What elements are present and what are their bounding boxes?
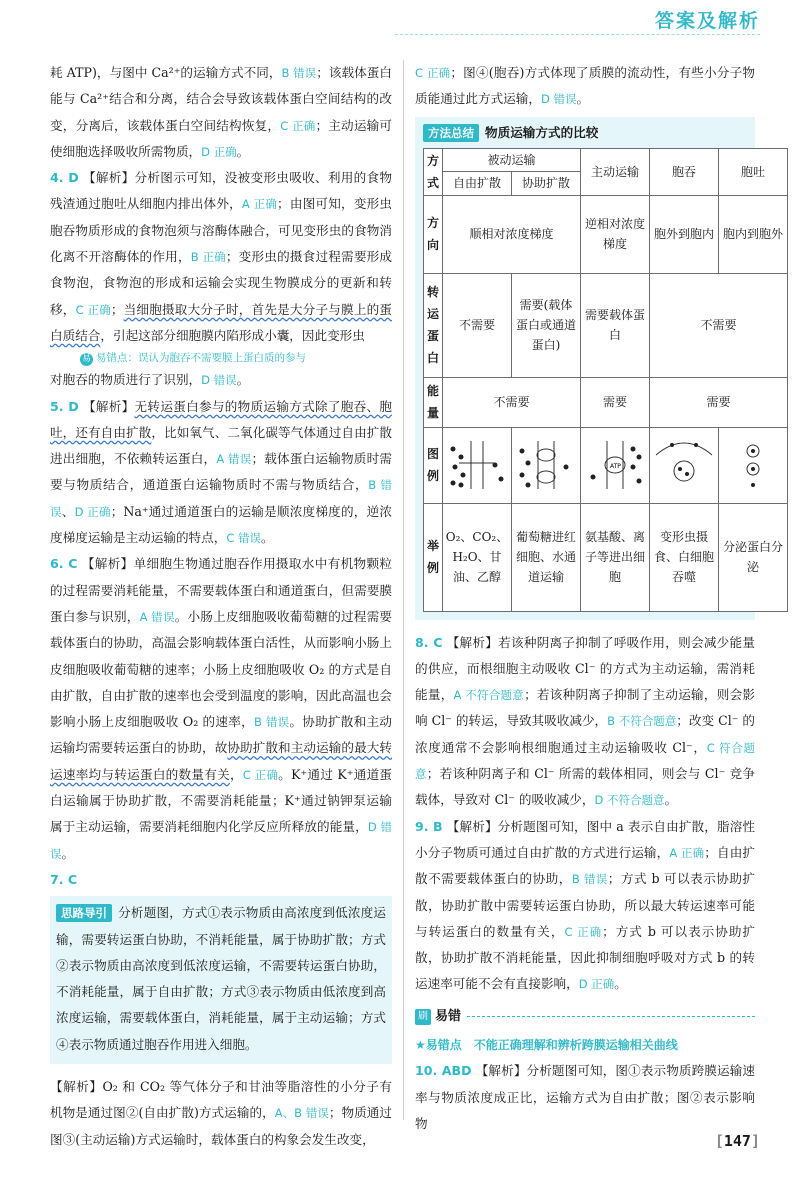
q3-continuation: 耗 ATP)，与图中 Ca²⁺的运输方式不同，B 错误；该载体蛋白能与 Ca²⁺结合和分离，结合会导致该载体蛋白空间结构的改变，分离后，该载体蛋白空间结构恢复，C 正确；主动运输可使细胞选择吸收所需物质，D 正确。 (50, 65, 393, 159)
header-rule (395, 34, 760, 35)
facilitated-diffusion-diagram (512, 427, 581, 503)
answer-9: 9. B 【解析】分析题图可知，图中 a 表示自由扩散，脂溶性小分子物质可通过自由扩散的方式进行运输，A 正确；自由扩散不需要载体蛋白的协助，B 错误；方式 b 可以表示协助扩散，协助扩散中需要转运蛋白协助，所以最大转运速率可能与转运蛋白的数量有关，C 正确；方式 b 可以表示协助扩散，协助扩散不消耗能量，因此抑制细胞呼吸对方式 b 的转运速率可能不会有直接影响，D 正确。 (415, 818, 756, 992)
method-title: 物质运输方式的比较 (485, 124, 599, 140)
mistake-section-header (415, 1004, 755, 1030)
column-divider (403, 60, 404, 1120)
answer-4: 4. D 【解析】分析图示可知，没被变形虫吸收、利用的食物残渣通过胞吐从细胞内排出体外，A 正确；由图可知，变形虫胞吞物质形成的食物泡须与溶酶体融合，可见变形虫的食物消化离不开溶酶体的作用，B 正确；变形虫的摄食过程需要形成食物泡，食物泡的形成和运输会实现生物膜成分的更新和转移，C 正确；当细胞摄取大分子时，首先是大分子与膜上的蛋白质结合，引起这部分细胞膜内陷形成小囊，因此变形虫 (50, 170, 393, 343)
answer-7: 【解析】O₂ 和 CO₂ 等气体分子和甘油等脂溶性的小分子有机物是通过图②(自由扩散)方式运输的，A、B 错误；物质通过图③(主动运输)方式运输时，载体蛋白的构象会发生改变， (50, 1078, 392, 1147)
thinking-guide-box: 思路导引 分析题图，方式①表示物质由高浓度到低浓度运输，需要转运蛋白协助，不消耗能量，属于协助扩散；方式②表示物质由高浓度到低浓度运输，不需要转运蛋白协助，不消耗能量，属于自由扩散；方式③表示物质由低浓度到高浓度运输，需要载体蛋白，消耗能量，属于主动运输；方式④表示物质通过胞吞作用进入细胞。 (50, 896, 392, 1064)
answer-7-number: 7. C (50, 871, 78, 887)
endocytosis-diagram (650, 427, 719, 503)
method-summary-box (415, 117, 783, 620)
left-column (50, 60, 392, 1153)
brush-icon: 刷 (415, 1009, 431, 1025)
guide-tag: 思路导引 (56, 904, 112, 922)
header-title: 答案及解析 (654, 10, 760, 32)
answer-8: 8. C 【解析】若该种阴离子抑制了呼吸作用，则会减少能量的供应，而根细胞主动吸收 Cl⁻ 的方式为主动运输，需消耗能量，A 不符合题意；若该种阴离子抑制了主动运输，则会影响 Cl⁻ 的转运，导致其吸收减少，B 不符合题意；改变 Cl⁻ 的浓度通常不会影响根细胞通过主动运输吸收 Cl⁻，C 符合题意；若该种阴离子和 Cl⁻ 所需的载体相同，则会与 Cl⁻ 竞争载体，导致对 Cl⁻ 的吸收减少，D 不符合题意。 (415, 634, 755, 808)
method-tag: 方法总结 (423, 124, 479, 142)
mistake-note: 易 易错点：误认为胞吞不需要膜上蛋白质的参与 (81, 352, 306, 365)
answer-4-end: 对胞吞的物质进行了识别，D 错误。 (50, 372, 250, 388)
right-column (415, 60, 783, 1137)
exocytosis-diagram (719, 427, 788, 503)
active-transport-diagram (581, 427, 650, 503)
answer-6: 6. C 【解析】单细胞生物通过胞吞作用摄取水中有机物颗粒的过程需要消耗能量，不需要载体蛋白和通道蛋白，但需要膜蛋白参与识别，A 错误。小肠上皮细胞吸收葡萄糖的过程需要载体蛋白的协助，高温会影响载体蛋白活性，从而影响小肠上皮细胞吸收葡萄糖的速率；小肠上皮细胞吸收 O₂ 的方式是自由扩散，自由扩散的速率也会受到温度的影响，因此高温也会影响小肠上皮细胞吸收 O₂ 的速率，B 错误。协助扩散和主动运输均需要转运蛋白的协助，故协助扩散和主动运输的最大转运速率均与转运蛋白的数量有关，C 正确。K⁺通过 K⁺通道蛋白运输属于协助扩散，不需要消耗能量；K⁺通过钠钾泵运输属于主动运输，需要消耗细胞内化学反应所释放的能量，D 错误。 (50, 556, 393, 861)
answer-10: 10. ABD 【解析】分析题图可知，图①表示物质跨膜运输速率与物质浓度成正比，运输方式为自由扩散；图②表示影响物 (415, 1063, 756, 1131)
mistake-title: 易错 (435, 1008, 462, 1024)
free-diffusion-diagram (443, 427, 512, 503)
warning-icon: 易 (81, 354, 91, 365)
answer-7-continuation: C 正确；图④(胞吞)方式体现了质膜的流动性，有些小分子物质能通过此方式运输，D 错误。 (415, 65, 756, 107)
mistake-point: ★易错点 不能正确理解和辨析跨膜运输相关曲线 (415, 1038, 678, 1053)
transport-comparison-table: 方式 被动运输 主动运输 胞吞 胞吐 自由扩散 协助扩散 方向 顺相对浓度梯度 逆相对浓度梯度 胞外到胞内 胞内到胞外 转运蛋白 不需要 需要(载体蛋白或通道蛋白) 需要载体蛋白 不需要 能量 不需要 需要 需要 图例 ATP 举例 O₂、CO₂、H₂O、甘油、乙醇 葡萄糖进红细胞、水通道运输 氨基酸、离子等进出细胞 变形虫摄食、白细胞吞噬 分泌蛋白分泌 (423, 148, 788, 612)
page-number: [147] (714, 1132, 760, 1150)
svg-text:ATP: ATP (610, 463, 621, 471)
answer-5: 5. D 【解析】无转运蛋白参与的物质运输方式除了胞吞、胞吐，还有自由扩散，比如氧气、二氧化碳等气体通过自由扩散进出细胞，不依赖转运蛋白，A 错误；载体蛋白运输物质时需要与物质结合，通道蛋白运输物质时不需与物质结合，B 错误、D 正确；Na⁺通过通道蛋白的运输是顺浓度梯度的，逆浓度梯度运输是主动运输的特点，C 错误。 (50, 398, 393, 546)
